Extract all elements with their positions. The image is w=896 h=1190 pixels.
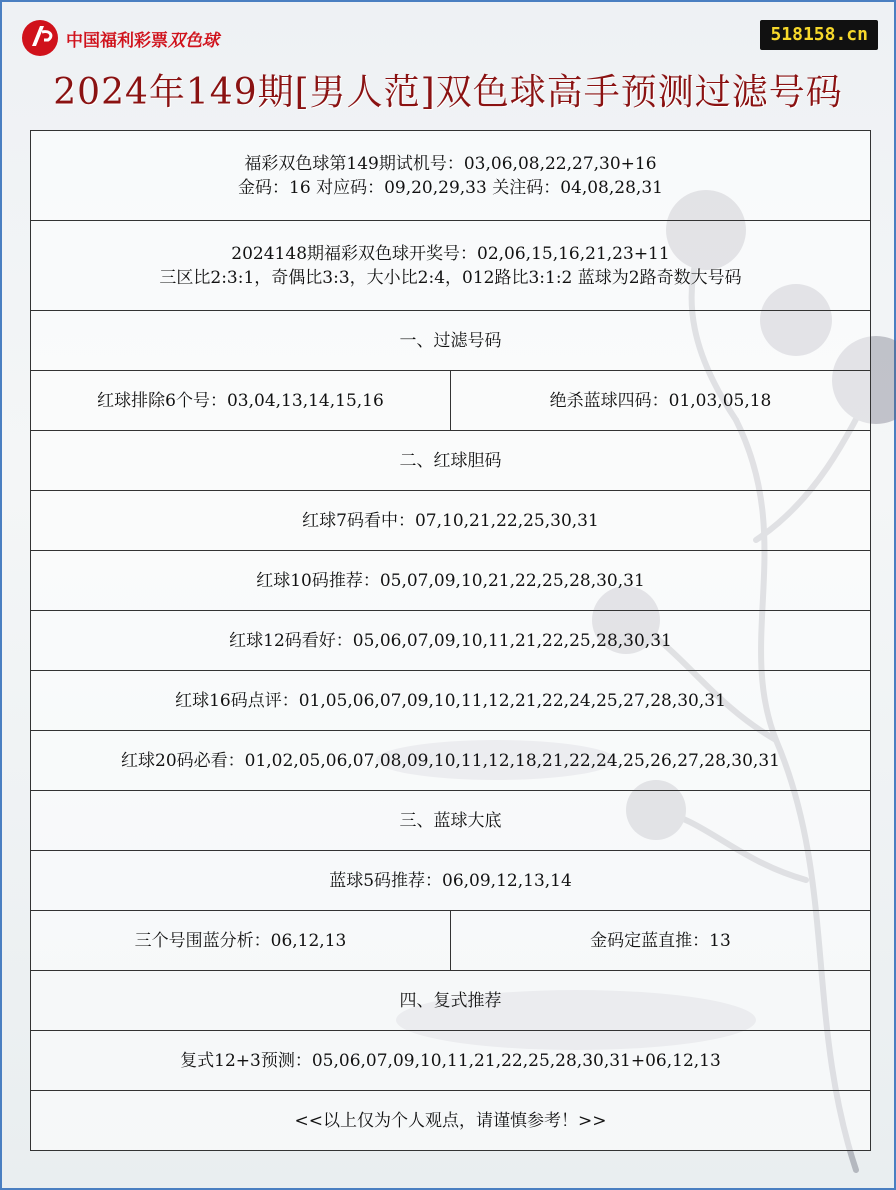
page-title: 2024年149期[男人范]双色球高手预测过滤号码 — [53, 72, 843, 113]
last-draw-text: 2024148期福彩双色球开奖号：02,06,15,16,21,23+11 — [231, 243, 670, 264]
last-draw-cell — [31, 221, 871, 310]
header — [0, 0, 896, 128]
gold-code-text: 金码：16 对应码：09,20,29,33 关注码：04,08,28,31 — [238, 177, 663, 198]
table-row — [31, 671, 871, 731]
table-row — [31, 791, 871, 851]
prediction-table — [30, 130, 871, 1151]
trial-number-cell — [31, 131, 871, 220]
table-row — [31, 221, 871, 311]
section-heading: 四、复式推荐 — [31, 971, 871, 1030]
table-row — [31, 851, 871, 911]
blue-3-cell: 三个号围蓝分析：06,12,13 — [31, 911, 451, 970]
logo-text-main: 中国福利彩票 — [66, 30, 168, 51]
section-heading: 三、蓝球大底 — [31, 791, 871, 850]
welfare-lottery-logo-icon — [20, 18, 62, 58]
red-12-cell: 红球12码看好：05,06,07,09,10,11,21,22,25,28,30,31 — [31, 611, 871, 670]
red-10-cell: 红球10码推荐：05,07,09,10,21,22,25,28,30,31 — [31, 551, 871, 610]
table-row — [31, 911, 871, 971]
table-row — [31, 731, 871, 791]
blue-5-cell: 蓝球5码推荐：06,09,12,13,14 — [31, 851, 871, 910]
lottery-logo — [20, 18, 219, 58]
logo-text-sub: 双色球 — [168, 30, 219, 51]
draw-ratio-text: 三区比2:3:1，奇偶比3:3，大小比2:4，012路比3:1:2 蓝球为2路奇数大号码 — [159, 267, 742, 288]
site-badge: 518158.cn — [760, 20, 878, 50]
section-heading: 二、红球胆码 — [31, 431, 871, 490]
table-row — [31, 311, 871, 371]
red-7-cell: 红球7码看中：07,10,21,22,25,30,31 — [31, 491, 871, 550]
section-heading: 一、过滤号码 — [31, 311, 871, 370]
compound-cell: 复式12+3预测：05,06,07,09,10,11,21,22,25,28,30,31+06,12,13 — [31, 1031, 871, 1090]
table-row — [31, 431, 871, 491]
red-exclude-cell: 红球排除6个号：03,04,13,14,15,16 — [31, 371, 451, 430]
red-20-cell: 红球20码必看：01,02,05,06,07,08,09,10,11,12,18,21,22,24,25,26,27,28,30,31 — [31, 731, 871, 790]
table-row — [31, 971, 871, 1031]
blue-gold-cell: 金码定蓝直推：13 — [451, 911, 871, 970]
table-row — [31, 1031, 871, 1091]
blue-kill-cell: 绝杀蓝球四码：01,03,05,18 — [451, 371, 871, 430]
table-row — [31, 551, 871, 611]
table-row — [31, 611, 871, 671]
table-row — [31, 1091, 871, 1151]
trial-number-text: 福彩双色球第149期试机号：03,06,08,22,27,30+16 — [244, 153, 657, 174]
table-row — [31, 371, 871, 431]
disclaimer-cell: <<以上仅为个人观点，请谨慎参考！>> — [31, 1091, 871, 1150]
table-row — [31, 131, 871, 221]
red-16-cell: 红球16码点评：01,05,06,07,09,10,11,12,21,22,24,25,27,28,30,31 — [31, 671, 871, 730]
table-row — [31, 491, 871, 551]
